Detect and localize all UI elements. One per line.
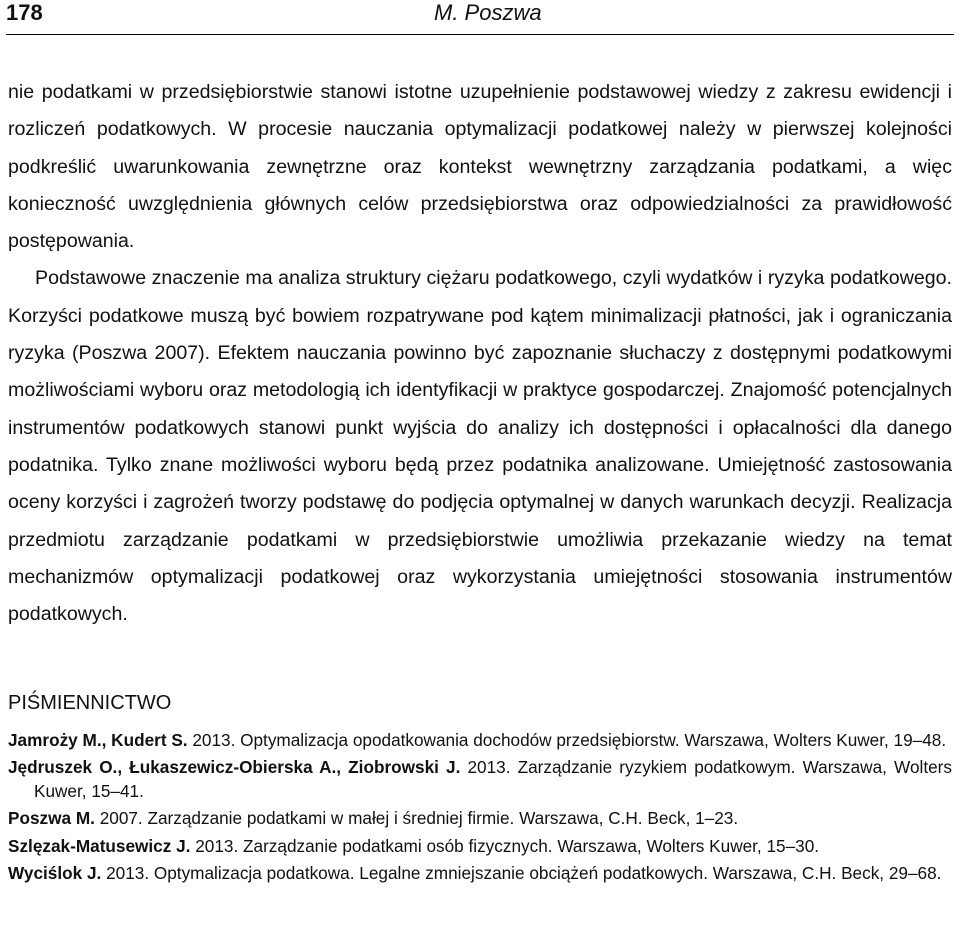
reference-text: 2013. Zarządzanie ryzykiem podatkowym. Warszawa, Wolters Kuwer, 15–41. — [34, 757, 952, 801]
body-text — [8, 74, 952, 633]
reference-item — [8, 862, 952, 885]
paragraph-1: nie podatkami w przedsiębiorstwie stanowi istotne uzupełnienie podstawowej wiedzy z zakresu ewidencji i rozliczeń podatkowych. W procesie nauczania optymalizacji podatkowej należy w pierwszej kolejności podkreślić uwarunkowania zewnętrzne oraz kontekst wewnętrzny zarządzania podatkami, a więc konieczność uwzględnienia głównych celów przedsiębiorstwa oraz odpowiedzialności za prawidłowość postępowania. — [8, 81, 952, 253]
references-list — [8, 729, 952, 889]
reference-authors: Jędruszek O., Łukaszewicz-Obierska A., Ziobrowski J. — [8, 757, 461, 778]
reference-authors: Poszwa M. — [8, 808, 95, 829]
running-head: M. Poszwa — [434, 0, 542, 25]
page-number: 178 — [6, 0, 43, 25]
paragraph-2: Podstawowe znaczenie ma analiza struktury ciężaru podatkowego, czyli wydatków i ryzyka podatkowego. Korzyści podatkowe muszą być bowiem rozpatrywane pod kątem minimalizacji płatności, jak i ograniczania ryzyka (Poszwa 2007). Efektem nauczania powinno być zapoznanie słuchaczy z dostępnymi podatkowymi możliwościami wyboru oraz metodologią ich identyfikacji w praktyce gospodarczej. Znajomość potencjalnych instrumentów podatkowych stanowi punkt wyjścia do analizy ich dostępności i opłacalności dla danego podatnika. Tylko znane możliwości wyboru będą przez podatnika analizowane. Umiejętność zastosowania oceny korzyści i zagrożeń tworzy podstawę do podjęcia optymalnej w danych warunkach decyzji. Realizacja przedmiotu zarządzanie podatkami w przedsiębiorstwie umożliwia przekazanie wiedzy na temat mechanizmów optymalizacji podatkowej oraz wykorzystania umiejętności stosowania instrumentów podatkowych. — [8, 267, 952, 626]
reference-authors: Jamroży M., Kudert S. — [8, 730, 188, 750]
reference-item — [8, 807, 952, 830]
page-header — [6, 0, 954, 35]
reference-item — [8, 729, 952, 752]
reference-authors: Wyciślok J. — [8, 863, 102, 884]
reference-text: 2013. Zarządzanie podatkami osób fizycznych. Warszawa, Wolters Kuwer, 15–30. — [190, 835, 820, 856]
reference-text: 2007. Zarządzanie podatkami w małej i średniej firmie. Warszawa, C.H. Beck, 1–23. — [94, 808, 739, 829]
reference-item — [8, 756, 952, 803]
reference-item — [8, 835, 952, 858]
references-heading: PIŚMIENNICTWO — [8, 692, 172, 714]
reference-text: 2013. Optymalizacja opodatkowania dochodów przedsiębiorstw. Warszawa, Wolters Kuwer, 19–48. — [187, 730, 947, 750]
reference-authors: Szlęzak-Matusewicz J. — [8, 835, 191, 856]
reference-text: 2013. Optymalizacja podatkowa. Legalne zmniejszanie obciążeń podatkowych. Warszawa, C.H. Beck, 29–68. — [101, 863, 942, 884]
